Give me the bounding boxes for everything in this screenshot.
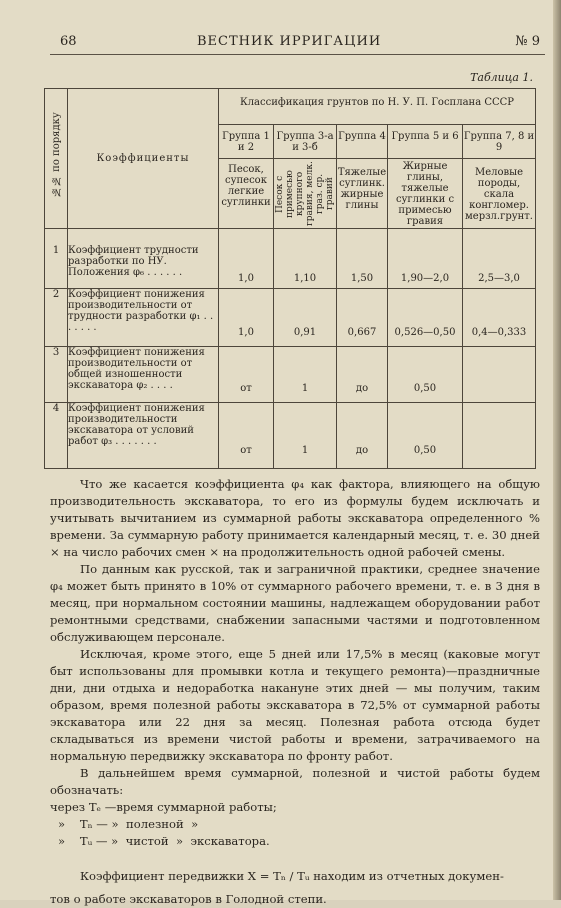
value-cell: до [337,403,388,469]
subhead-cell: Песок, супесок легкие суглинки [219,159,274,229]
value-cell [463,347,536,403]
group-header: Группа 3-а и 3-б [274,125,337,159]
table-row [45,347,536,403]
notation-line: через Tₑ —время суммарной работы; [50,800,277,814]
soil-coefficient-table [44,88,536,469]
table-row [45,403,536,469]
value-cell: 2,5—3,0 [463,229,536,289]
article-body [50,476,540,908]
value-cell: 0,526—0,50 [388,289,463,347]
value-cell: до [337,347,388,403]
coef-name: Коэффициент понижения производительности от трудности разработки φ₁ . . . . . . . [68,289,219,347]
issue-number: № 9 [515,34,540,49]
value-cell: 1,0 [219,229,274,289]
col-no-header: №№ по порядку [45,89,68,229]
journal-title: ВЕСТНИК ИРРИГАЦИИ [197,34,382,49]
subhead-cell: Меловые породы, скала конгломер. мерзл.грунт. [463,159,536,229]
value-cell: 0,50 [388,403,463,469]
subhead-cell: Жирные глины, тяжелые суглинки с примесью гравия [388,159,463,229]
value-cell: 0,50 [388,347,463,403]
subhead-cell-rotated: Песок с примесью крупного гравия, мелк. граз. ср. гравий [274,159,337,229]
coef-name: Коэффициент понижения производительности от общей изношенности экскаватора φ₂ . . . . [68,347,219,403]
value-cell: 1,10 [274,229,337,289]
classification-header: Классификация грунтов по Н. У. П. Госплана СССР [219,89,536,125]
page-number: 68 [60,34,77,49]
value-cell: от [219,347,274,403]
row-number: 1 [45,229,68,289]
formula-line: тов о работе экскаваторов в Голодной степи. [50,892,327,906]
group-header: Группа 1 и 2 [219,125,274,159]
coef-name: Коэффициент понижения производительности экскаватора от условий работ φ₃ . . . . . . . [68,403,219,469]
row-number: 2 [45,289,68,347]
value-cell: 1,90—2,0 [388,229,463,289]
table-label: Таблица 1. [470,71,533,84]
value-cell: 1,0 [219,289,274,347]
paragraph: По данным как русской, так и заграничной практики, среднее значение φ₄ может быть принято в 10% от суммарного рабочего времени, т. е. в 3 дня в месяц, при нормальном состоянии машины, надлежащем оборудовании работ ремонтными средствами, снабжении запасными частями и подготовленном обслуживающем персонале. [50,562,540,644]
paragraph: Исключая, кроме этого, еще 5 дней или 17,5% в месяц (каковые могут быт использованы для промывки котла и текущего ремонта)—праздничные дни, дни отдыха и недоработка накануне этих дней — мы получим, таким образом, время полезной работы экскаватора в 72,5% от суммарной работы экскаватора или 22 дня за месяц. Полезная работа отсюда будет складываться из времени чистой работы и времени, затрачиваемого на нормальную передвижку экскаватора по фронту работ. [50,647,540,763]
group-header: Группа 4 [337,125,388,159]
col-coef-header: Коэффициенты [68,89,219,229]
subhead-cell: Тяжелые суглинк. жирные глины [337,159,388,229]
header-rule [50,54,545,55]
value-cell: 1,50 [337,229,388,289]
coef-name: Коэффициент трудности разработки по НУ. Положения φ₆ . . . . . . [68,229,219,289]
running-header [60,34,540,54]
page-edge-shadow [553,0,561,900]
formula-line: Коэффициент передвижки X = Tₙ / Tᵤ находим из отчетных докумен- [80,869,504,883]
value-cell: 0,667 [337,289,388,347]
value-cell: от [219,403,274,469]
value-cell: 1 [274,403,337,469]
paragraph: Что же касается коэффициента φ₄ как фактора, влияющего на общую производительность экскаватора, то его из формулы будем исключать и учитывать вычитанием из суммарной работы экскаватора определенного % времени. За суммарную работу принимается календарный месяц, т. е. 30 дней × на число рабочих смен × на продолжительность одной рабочей смены. [50,477,540,559]
notation-line: » Tᵤ — » чистой » экскаватора. [58,834,270,848]
table-row [45,289,536,347]
row-number: 3 [45,347,68,403]
group-header: Группа 5 и 6 [388,125,463,159]
row-number: 4 [45,403,68,469]
value-cell: 0,91 [274,289,337,347]
group-header: Группа 7, 8 и 9 [463,125,536,159]
value-cell: 1 [274,347,337,403]
notation-line: » Tₙ — » полезной » [58,817,199,831]
value-cell: 0,4—0,333 [463,289,536,347]
table-row [45,229,536,289]
value-cell [463,403,536,469]
paragraph: В дальнейшем время суммарной, полезной и чистой работы будем обозначать: [50,766,540,797]
